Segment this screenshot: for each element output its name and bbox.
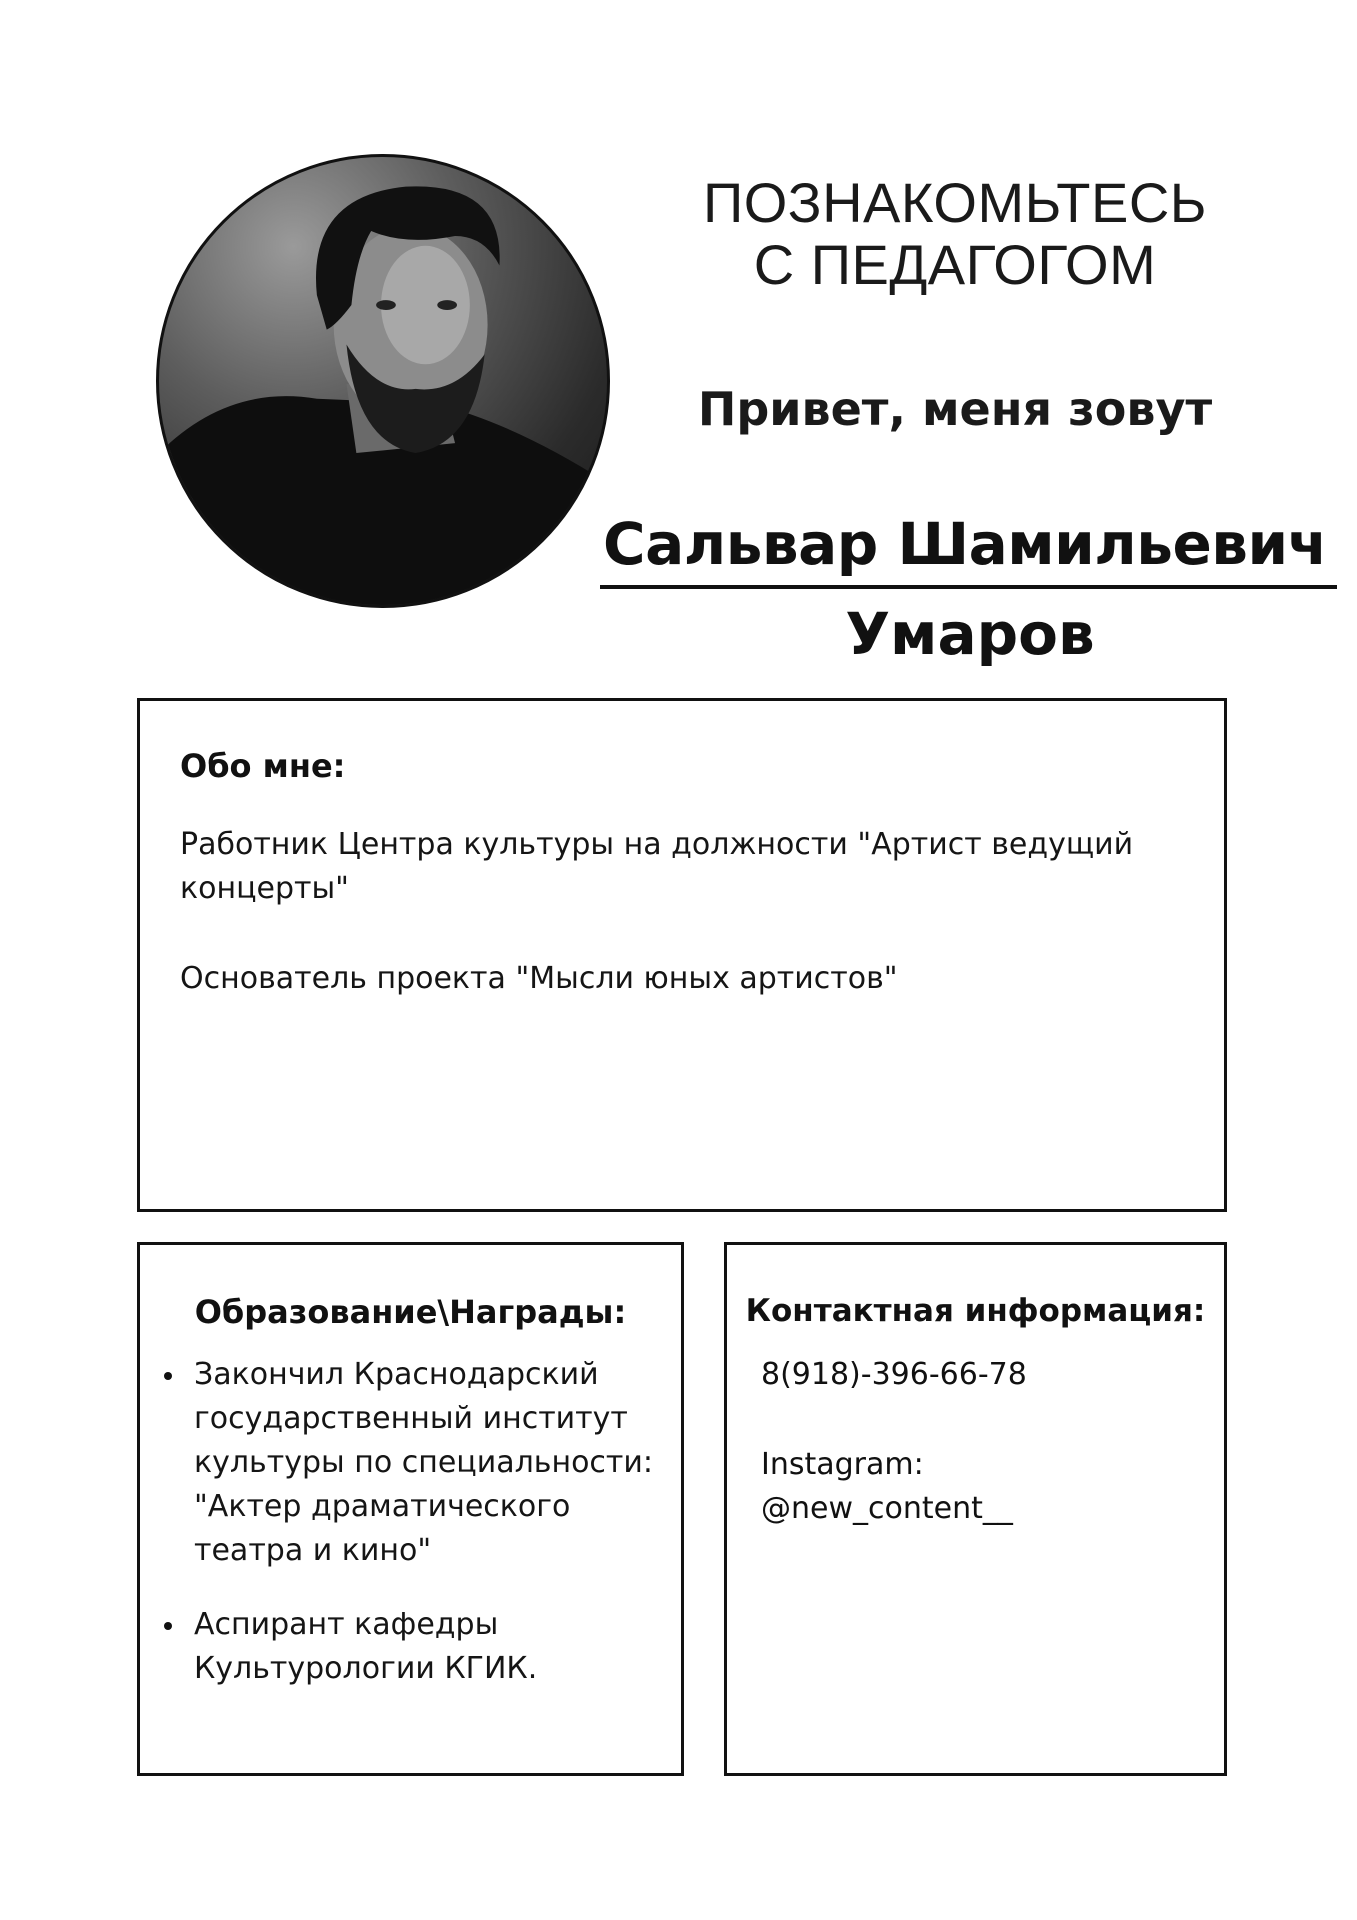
list-item bbox=[158, 1603, 668, 1691]
bullet-icon bbox=[164, 1622, 172, 1630]
phone-number: 8(918)-396-66-78 bbox=[761, 1357, 1027, 1392]
list-item bbox=[158, 1353, 668, 1573]
about-section bbox=[137, 698, 1227, 1212]
teacher-first-name: Сальвар Шамильевич bbox=[603, 510, 1327, 578]
instagram-handle: @new_content__ bbox=[761, 1491, 1013, 1526]
name-divider bbox=[600, 585, 1337, 589]
heading-line-1: ПОЗНАКОМЬТЕСЬ bbox=[702, 171, 1208, 234]
education-title: Образование\Награды: bbox=[194, 1293, 627, 1331]
teacher-last-name: Умаров bbox=[845, 600, 1095, 668]
about-title: Обо мне: bbox=[180, 747, 346, 785]
greeting-text: Привет, меня зовут bbox=[697, 382, 1213, 436]
education-section bbox=[137, 1242, 684, 1776]
contact-title: Контактная информация: bbox=[745, 1293, 1206, 1329]
heading-line-2: С ПЕДАГОГОМ bbox=[753, 233, 1157, 296]
about-text-position: Работник Центра культуры на должности "Артист ведущий концерты" bbox=[180, 827, 1134, 906]
page-heading bbox=[640, 172, 1270, 296]
education-item-text: Закончил Краснодарский государственный институт культуры по специальности: "Актер драматического театра и кино" bbox=[194, 1357, 653, 1568]
about-text-project: Основатель проекта "Мысли юных артистов" bbox=[180, 961, 898, 996]
portrait-image bbox=[159, 157, 607, 605]
education-item-text: Аспирант кафедры Культурологии КГИК. bbox=[194, 1607, 538, 1686]
education-list bbox=[158, 1353, 668, 1691]
contact-section bbox=[724, 1242, 1227, 1776]
teacher-photo bbox=[156, 154, 610, 608]
bullet-icon bbox=[164, 1372, 172, 1380]
instagram-label: Instagram: bbox=[761, 1447, 924, 1482]
